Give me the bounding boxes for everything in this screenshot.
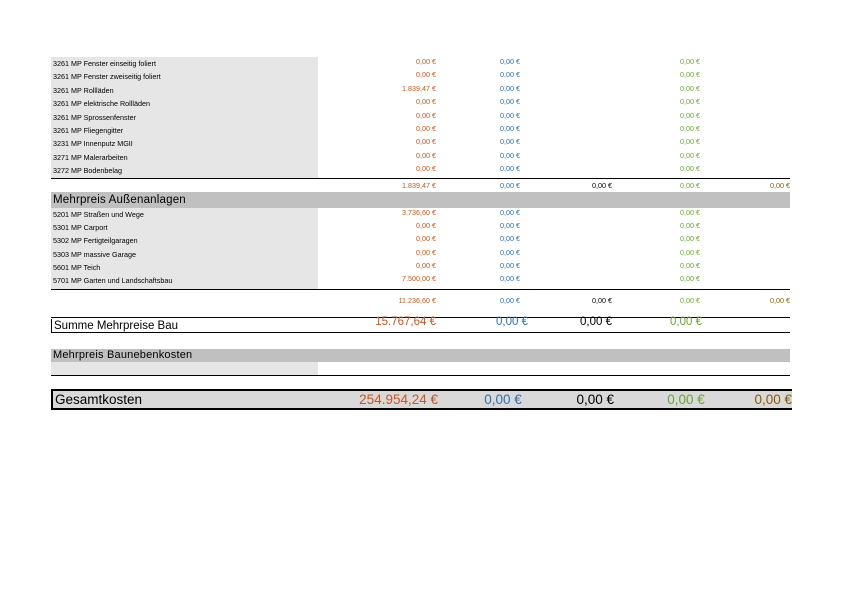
subtotal-col5: 0,00 € [770,180,790,190]
table-row [51,274,790,289]
row-label: 3261 MP Fenster einseitig foliert [51,57,318,70]
value-col2: 0,00 € [500,220,520,230]
block1-items [51,57,790,178]
row-label: 3271 MP Malerarbeiten [51,151,318,164]
subtotal-col1: 11.236,60 € [398,296,436,306]
table-row [51,124,790,137]
subtotal-row [51,289,790,312]
empty-row-cell [51,362,318,375]
value-col2: 0,00 € [500,207,520,217]
value-col4: 0,00 € [680,220,700,230]
value-col2: 0,00 € [500,97,520,107]
value-col2: 0,00 € [500,274,520,284]
row-label: 3261 MP Fenster zweiseitig foliert [51,70,318,83]
subtotal-col3: 0,00 € [592,296,612,306]
summe-bau-col1: 15.767,64 € [375,316,436,329]
gesamtkosten-col5: 0,00 € [754,392,792,408]
value-col4: 0,00 € [680,150,700,160]
table-row [51,261,790,274]
value-col2: 0,00 € [500,164,520,174]
value-col4: 0,00 € [680,234,700,244]
row-label: 5201 MP Straßen und Wege [51,208,318,221]
value-col4: 0,00 € [680,247,700,257]
value-col2: 0,00 € [500,247,520,257]
value-col1: 0,00 € [416,137,436,147]
value-col1: 0,00 € [416,150,436,160]
value-col2: 0,00 € [500,150,520,160]
value-col4: 0,00 € [680,57,700,66]
table-row [51,57,790,70]
cost-sheet [51,57,790,410]
value-col4: 0,00 € [680,83,700,93]
value-col1: 0,00 € [416,220,436,230]
value-col4: 0,00 € [680,274,700,284]
value-col1: 3.736,60 € [402,207,436,217]
value-col1: 0,00 € [416,261,436,271]
value-col2: 0,00 € [500,123,520,133]
subtotal-col4: 0,00 € [680,296,700,306]
row-label: 3261 MP elektrische Rollläden [51,97,318,110]
table-row [51,70,790,83]
table-row [51,111,790,124]
value-col2: 0,00 € [500,70,520,80]
value-col4: 0,00 € [680,70,700,80]
value-col4: 0,00 € [680,123,700,133]
value-col1: 1.839,47 € [402,83,436,93]
empty-row [51,362,790,376]
row-label: 3261 MP Rollläden [51,84,318,97]
table-row [51,97,790,110]
aussen-items [51,208,790,290]
value-col1: 7.500,00 € [402,274,436,284]
table-row [51,208,790,221]
table-row [51,84,790,97]
value-col2: 0,00 € [500,83,520,93]
row-label: 3272 MP Bodenbelag [51,164,318,177]
value-col1: 0,00 € [416,234,436,244]
subtotal-col3: 0,00 € [592,180,612,190]
section-header-baunebenkosten [51,349,790,362]
gesamtkosten-label: Gesamtkosten [53,391,320,408]
value-col1: 0,00 € [416,57,436,66]
row-label: 5302 MP Fertigteilgaragen [51,234,318,247]
value-col2: 0,00 € [500,57,520,66]
value-col1: 0,00 € [416,70,436,80]
value-col4: 0,00 € [680,261,700,271]
table-row [51,221,790,234]
table-row [51,248,790,261]
row-label: 3261 MP Fliegengitter [51,124,318,137]
section-title: Mehrpreis Baunebenkosten [51,349,318,362]
value-col4: 0,00 € [680,164,700,174]
value-col1: 0,00 € [416,110,436,120]
table-row [51,151,790,164]
subtotal-row [51,178,790,192]
value-col4: 0,00 € [680,207,700,217]
value-col1: 0,00 € [416,97,436,107]
gesamtkosten-col2: 0,00 € [484,392,522,408]
row-label: 3261 MP Sprossenfenster [51,111,318,124]
gesamtkosten-col1: 254.954,24 € [359,392,438,408]
row-label: 5303 MP massive Garage [51,248,318,261]
subtotal-col1: 1.839,47 € [402,180,436,190]
summe-bau-col2: 0,00 € [496,316,528,329]
row-label: 5601 MP Teich [51,261,318,274]
value-col2: 0,00 € [500,234,520,244]
gesamtkosten-col4: 0,00 € [667,392,705,408]
table-row [51,164,790,177]
summe-bau-row [51,317,790,333]
table-row [51,234,790,247]
value-col1: 0,00 € [416,247,436,257]
subtotal-col2: 0,00 € [500,296,520,306]
value-col4: 0,00 € [680,137,700,147]
summe-bau-col3: 0,00 € [580,316,612,329]
row-label: 5301 MP Carport [51,221,318,234]
value-col1: 0,00 € [416,123,436,133]
value-col4: 0,00 € [680,110,700,120]
value-col2: 0,00 € [500,137,520,147]
gesamtkosten-row [51,389,792,410]
value-col4: 0,00 € [680,97,700,107]
row-label: 3231 MP Innenputz MGII [51,137,318,150]
value-col2: 0,00 € [500,110,520,120]
section-title: Mehrpreis Außenanlagen [51,192,318,208]
subtotal-col5: 0,00 € [770,296,790,306]
subtotal-col2: 0,00 € [500,180,520,190]
section-header-aussenanlagen [51,192,790,208]
gesamtkosten-col3: 0,00 € [576,392,614,408]
value-col2: 0,00 € [500,261,520,271]
row-label: 5701 MP Garten und Landschaftsbau [51,274,318,289]
table-row [51,137,790,150]
summe-bau-label: Summe Mehrpreise Bau [51,319,318,333]
subtotal-col4: 0,00 € [680,180,700,190]
value-col1: 0,00 € [416,164,436,174]
summe-bau-col4: 0,00 € [670,316,702,329]
